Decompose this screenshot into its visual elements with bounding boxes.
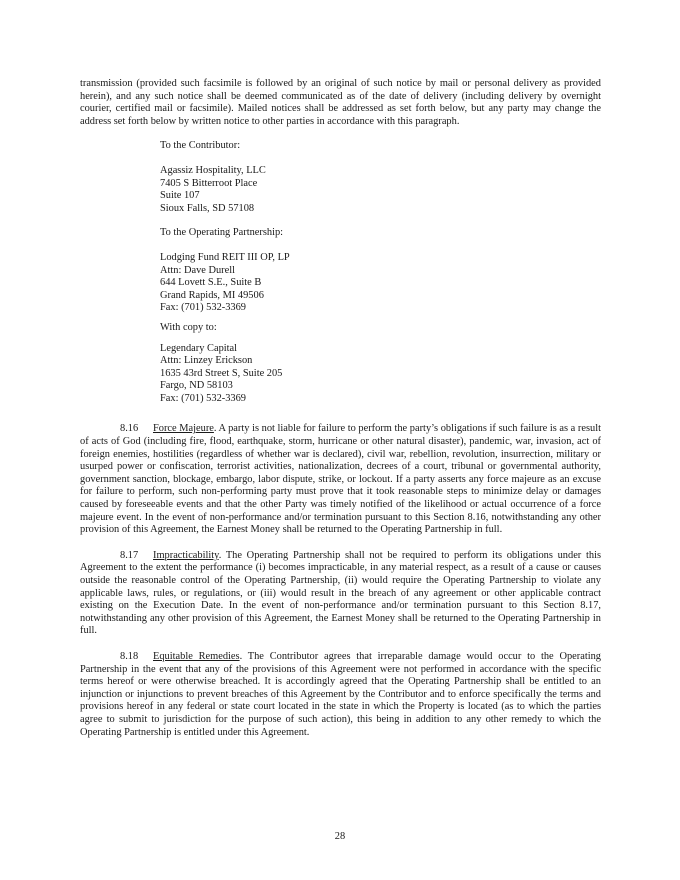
copy-to-label: With copy to: [160, 321, 217, 333]
document-body [80, 78, 601, 739]
address-line: Attn: Dave Durell [160, 264, 236, 276]
address-line: Fax: (701) 532-3369 [160, 392, 247, 404]
section-8-18 [80, 651, 601, 739]
address-line: Grand Rapids, MI 49506 [160, 289, 264, 301]
address-line: Attn: Linzey Erickson [160, 355, 253, 367]
intro-paragraph: transmission (provided such facsimile is followed by an original of such notice by mail or personal delivery as provided herein), and any such notice shall be deemed communicated as of the date of delivery (including delivery by overnight courier, certified mail or facsimile). Mailed notices shall be addressed as set forth below, but any party may change the address set forth below by written notice to other parties in accordance with this paragraph. [80, 78, 601, 127]
section-number: 8.17 [120, 549, 139, 561]
contributor-address [160, 165, 601, 215]
operating-partnership-address [160, 252, 601, 315]
section-text: . A party is not liable for failure to perform the party’s obligations if such failure is as a result of acts of God (including fire, flood, earthquake, storm, hurricane or other natural disaster), pandemic, war, invasion, act of foreign enemies, hostilities (regardless of whether war is declared), civil war, rebellion, revolution, insurrection, military or usurped power or confiscation, terrorist activities, nationalization, decrees of a court, tribunal or governmental authority, government sanction, blockage, embargo, labor dispute, strike, or lockout. If a party asserts any force majeure as an excuse for failure to perform, such non-performing party must prove that it took reasonable steps to minimize delay or damages caused by foreseeable events and that the other Party was timely notified of the likelihood or actual occurrence of a force majeure event. In the event of non-performance and/or termination pursuant to this Section 8.16, notwithstanding any other provision of this Agreement, the Earnest Money shall be returned to the Operating Partnership in full. [80, 423, 602, 536]
address-line: Lodging Fund REIT III OP, LP [160, 251, 290, 263]
contributor-label: To the Contributor: [160, 140, 241, 152]
address-line: Sioux Falls, SD 57108 [160, 202, 255, 214]
address-line: Agassiz Hospitality, LLC [160, 164, 266, 176]
copy-to-address [160, 343, 601, 406]
section-text: . The Operating Partnership shall not be required to perform its obligations under this Agreement to the extent the performance (i) becomes impracticable, in any material respect, as a result of a cause or causes outside the reasonable control of the Operating Partnership, (ii) would require the Operating Partnership to violate any applicable laws, rules, or regulations, or (iii) would result in the breach of any agreement or other applicable contract existing on the Execution Date. In the event of non-performance and/or termination pursuant to this Section 8.17, notwithstanding any other provision of this Agreement, the Earnest Money shall be returned to the Operating Partnership in full. [80, 549, 601, 637]
address-line: Fax: (701) 532-3369 [160, 302, 247, 314]
address-line: 644 Lovett S.E., Suite B [160, 277, 262, 289]
address-line: Legendary Capital [160, 342, 238, 354]
address-line: 1635 43rd Street S, Suite 205 [160, 367, 283, 379]
address-line: Suite 107 [160, 190, 200, 202]
address-line: Fargo, ND 58103 [160, 380, 233, 392]
section-8-16 [80, 423, 601, 536]
operating-partnership-label: To the Operating Partnership: [160, 227, 284, 239]
section-heading: Force Majeure [153, 423, 214, 435]
section-heading: Equitable Remedies [153, 650, 240, 662]
section-text: . The Contributor agrees that irreparable damage would occur to the Operating Partnership in the event that any of the provisions of this Agreement were not performed in accordance with the specific terms hereof or were otherwise breached. It is accordingly agreed that the Operating Partnership shall be entitled to an injunction or injunctions to prevent breaches of this Agreement by the Contributor and to enforce specifically the terms and provisions hereof in any federal or state court located in the state in which the Property is located (as to which the parties agree to submit to jurisdiction for the purpose of such action), this being in addition to any other remedy to which the Operating Partnership is entitled under this Agreement. [80, 650, 602, 738]
section-number: 8.18 [120, 650, 139, 662]
page-number: 28 [334, 831, 346, 842]
section-number: 8.16 [120, 423, 139, 435]
section-8-17 [80, 550, 601, 638]
address-line: 7405 S Bitterroot Place [160, 177, 258, 189]
section-heading: Impracticability [153, 549, 219, 561]
